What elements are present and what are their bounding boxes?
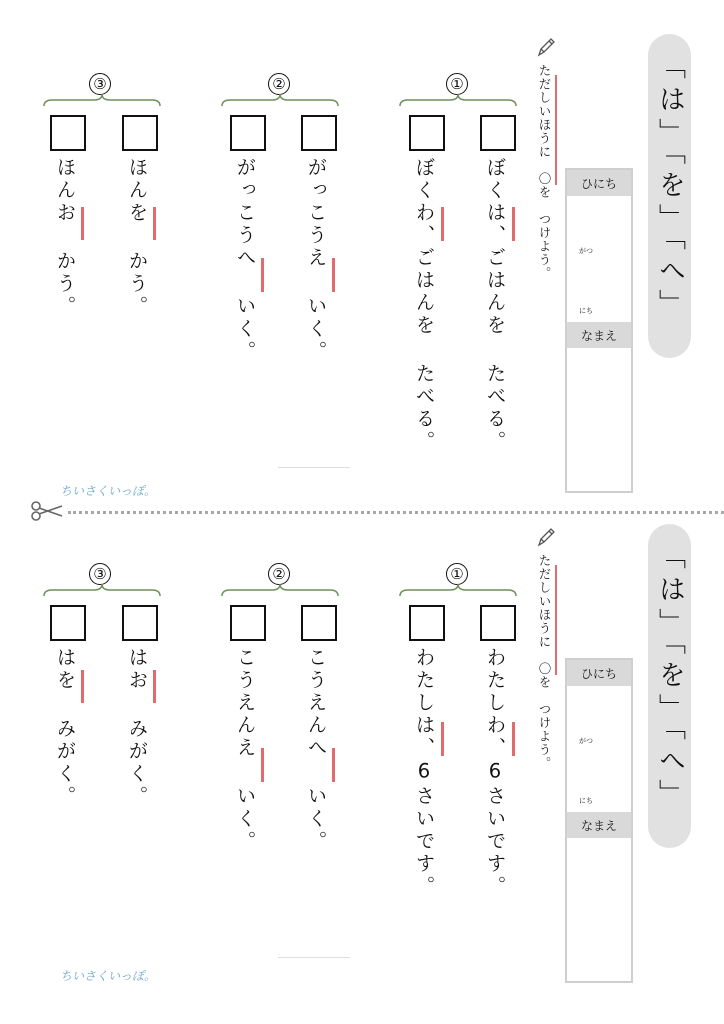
answer-box[interactable] [301, 115, 337, 151]
worksheet-title: 「は」「を」「へ」 [654, 542, 685, 812]
choice-sentence: こうえんえ いく。 [233, 647, 257, 853]
info-box [565, 658, 633, 983]
answer-box[interactable] [480, 605, 516, 641]
choice-sentence: ほんを かう。 [125, 157, 149, 318]
day-label: にち [579, 307, 593, 315]
answer-box[interactable] [409, 115, 445, 151]
date-label: ひにち [567, 660, 631, 686]
date-label: ひにち [567, 170, 631, 196]
answer-box[interactable] [480, 115, 516, 151]
choice-sentence: はお みがく。 [125, 647, 149, 808]
choice-sentence: わたしわ、6さいです。 [483, 647, 507, 898]
pencil-icon [536, 36, 556, 58]
site-logo: ちいさくいっぽ。 [60, 484, 157, 498]
highlight-mark [261, 748, 264, 782]
question-brace [42, 92, 162, 108]
title-banner [648, 524, 691, 848]
choice-sentence: ほんお かう。 [53, 157, 77, 318]
info-box [565, 168, 633, 493]
answer-box[interactable] [122, 115, 158, 151]
question-number: ① [446, 563, 468, 585]
answer-box[interactable] [50, 605, 86, 641]
highlight-mark [261, 258, 264, 292]
highlight-mark [332, 748, 335, 782]
highlight-mark [153, 207, 156, 240]
answer-box[interactable] [230, 115, 266, 151]
month-label: がつ [579, 737, 593, 745]
name-label: なまえ [567, 322, 631, 348]
worksheet-title: 「は」「を」「へ」 [654, 52, 685, 322]
question-number: ② [268, 73, 290, 95]
answer-box[interactable] [409, 605, 445, 641]
choice-sentence: ぼくわ、ごはんを たべる。 [412, 157, 436, 453]
worksheet-bottom [0, 490, 724, 1002]
choice-sentence: ぼくは、ごはんを たべる。 [483, 157, 507, 453]
question-brace [220, 92, 340, 108]
instruction-underline [555, 75, 557, 185]
footer-line [278, 957, 350, 958]
answer-box[interactable] [122, 605, 158, 641]
instruction-text: ただしいほうに 〇を つけよう。 [537, 554, 552, 770]
title-banner [648, 34, 691, 358]
answer-box[interactable] [50, 115, 86, 151]
highlight-mark [153, 670, 156, 703]
choice-sentence: わたしは、6さいです。 [412, 647, 436, 898]
question-number: ③ [89, 563, 111, 585]
highlight-mark [441, 207, 444, 241]
highlight-mark [81, 670, 84, 703]
pencil-icon [536, 526, 556, 548]
answer-box[interactable] [230, 605, 266, 641]
highlight-mark [441, 722, 444, 756]
highlight-mark [332, 258, 335, 292]
month-label: がつ [579, 247, 593, 255]
choice-sentence: こうえんへ いく。 [304, 647, 328, 853]
question-number: ③ [89, 73, 111, 95]
day-label: にち [579, 797, 593, 805]
highlight-mark [81, 207, 84, 240]
choice-sentence: がっこうえ いく。 [304, 157, 328, 363]
question-brace [398, 582, 518, 598]
instruction-text: ただしいほうに 〇を つけよう。 [537, 64, 552, 280]
question-number: ① [446, 73, 468, 95]
question-number: ② [268, 563, 290, 585]
answer-box[interactable] [301, 605, 337, 641]
site-logo: ちいさくいっぽ。 [60, 969, 157, 983]
choice-sentence: がっこうへ いく。 [233, 157, 257, 363]
name-label: なまえ [567, 812, 631, 838]
question-brace [220, 582, 340, 598]
question-brace [398, 92, 518, 108]
highlight-mark [512, 722, 515, 756]
choice-sentence: はを みがく。 [53, 647, 77, 808]
name-field[interactable] [567, 348, 631, 491]
name-field[interactable] [567, 838, 631, 981]
footer-line [278, 467, 350, 468]
highlight-mark [512, 207, 515, 241]
instruction-underline [555, 565, 557, 675]
question-brace [42, 582, 162, 598]
